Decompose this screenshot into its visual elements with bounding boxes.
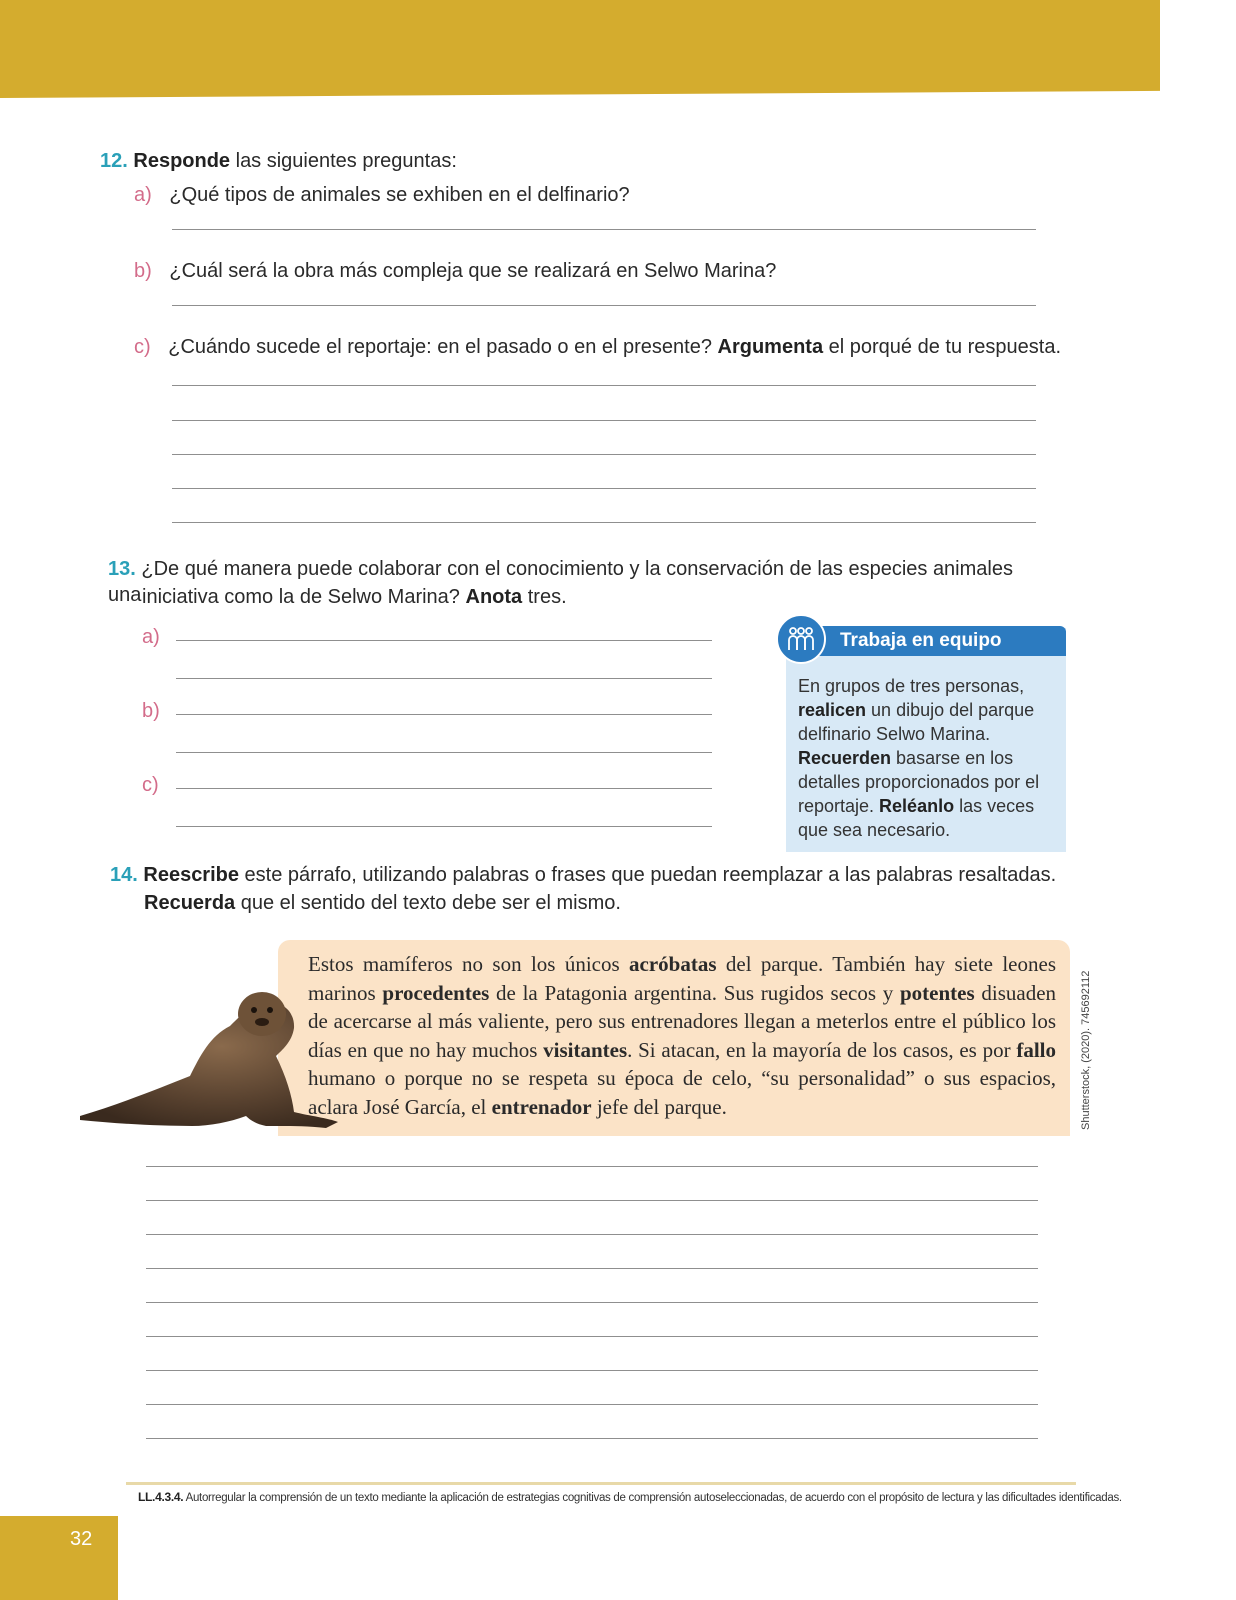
group-people-icon <box>776 614 826 664</box>
answer-line[interactable] <box>172 522 1036 523</box>
team-verb: Recuerden <box>798 748 892 768</box>
item-label-c: c) <box>142 774 159 796</box>
item-label: c) <box>134 336 151 358</box>
question-text-line2-post: tres. <box>522 586 567 608</box>
question-verb: Reescribe <box>143 864 239 886</box>
answer-line[interactable] <box>172 454 1036 455</box>
paragraph-part: disuaden de acercarse al más valiente, pero sus entrenadores llegan a meterlos entre el público los días en que no hay muchos <box>308 980 1057 1062</box>
answer-line[interactable] <box>176 788 712 789</box>
item-label: a) <box>134 184 152 206</box>
highlighted-word: fallo <box>1016 1037 1056 1062</box>
answer-line[interactable] <box>176 752 712 753</box>
item-label: b) <box>134 260 152 282</box>
sea-lion-image <box>80 976 340 1146</box>
highlighted-word: acróbatas <box>629 952 717 976</box>
curriculum-text: Autorregular la comprensión de un texto mediante la aplicación de estrategias cognitivas de comprensión autoseleccionadas, de acuerdo con el propósito de lectura y las dificultades identificadas. <box>183 1492 1122 1504</box>
answer-line[interactable] <box>146 1438 1038 1439</box>
answer-line[interactable] <box>146 1268 1038 1269</box>
answer-line[interactable] <box>146 1336 1038 1337</box>
item-text-post: el porqué de tu respuesta. <box>823 336 1062 358</box>
item-text: ¿Cuál será la obra más compleja que se realizará en Selwo Marina? <box>169 260 777 282</box>
paragraph-part: . Si atacan, en la mayoría de los casos, es por <box>627 1037 1017 1062</box>
question-12a <box>134 182 630 208</box>
paragraph-part: de la Patagonia argentina. Sus rugidos secos y <box>489 980 900 1005</box>
question-text-line1: ¿De qué manera puede colaborar con el conocimiento y la conservación de las especies animales una <box>108 558 1013 606</box>
curriculum-footer <box>138 1490 1122 1504</box>
curriculum-code: LL.4.3.4. <box>138 1490 184 1504</box>
highlighted-word: visitantes <box>543 1037 628 1062</box>
answer-line[interactable] <box>176 678 712 679</box>
team-work-title: Trabaja en equipo <box>840 630 1002 651</box>
item-label-b: b) <box>142 700 160 722</box>
question-number: 14. <box>110 864 138 886</box>
paragraph-part: humano o porque no se respeta su época de celo, “su personalidad” o sus espacios, aclara José García, el <box>308 1066 1056 1119</box>
image-credit: Shutterstock, (2020). 745692112 <box>1080 970 1092 1130</box>
team-verb: Reléanlo <box>879 796 955 816</box>
question-text-line2-pre: iniciativa como la de Selwo Marina? <box>142 586 466 608</box>
item-verb: Argumenta <box>717 336 824 358</box>
answer-line[interactable] <box>176 714 712 715</box>
question-verb: Recuerda <box>144 892 236 914</box>
answer-line[interactable] <box>146 1302 1038 1303</box>
team-text-part: basarse en los detalles proporcionados por el reportaje. <box>798 748 1040 816</box>
answer-line[interactable] <box>146 1200 1038 1201</box>
highlighted-word: potentes <box>899 980 975 1005</box>
page-number-tab <box>0 1516 118 1600</box>
question-12-title <box>100 148 457 174</box>
paragraph-text <box>308 950 1056 1121</box>
paragraph-part: Estos mamíferos no son los únicos <box>308 952 630 976</box>
paragraph-part: del parque. También hay siete leones marinos <box>308 952 1056 1005</box>
answer-line[interactable] <box>146 1166 1038 1167</box>
question-14-line2 <box>144 890 621 916</box>
question-number: 13. <box>108 558 136 580</box>
team-work-text <box>798 674 1060 842</box>
answer-line[interactable] <box>176 826 712 827</box>
question-text: este párrafo, utilizando palabras o frases que puedan reemplazar a las palabras resaltadas. <box>239 864 1057 886</box>
highlighted-word: entrenador <box>491 1094 592 1119</box>
answer-line[interactable] <box>146 1234 1038 1235</box>
team-verb: realicen <box>798 700 867 720</box>
question-number: 12. <box>100 150 128 172</box>
question-verb: Anota <box>465 586 523 608</box>
answer-line[interactable] <box>172 229 1036 230</box>
answer-line[interactable] <box>146 1404 1038 1405</box>
question-text: las siguientes preguntas: <box>230 150 457 172</box>
answer-line[interactable] <box>172 420 1036 421</box>
question-13-line2 <box>142 584 567 610</box>
footer-rule <box>126 1482 1076 1485</box>
answer-line[interactable] <box>172 305 1036 306</box>
top-band-edge <box>1160 0 1236 98</box>
item-label-a: a) <box>142 626 160 648</box>
highlighted-word: procedentes <box>382 980 490 1005</box>
question-12c <box>134 334 1061 360</box>
question-verb: Responde <box>133 150 231 172</box>
answer-line[interactable] <box>176 640 712 641</box>
team-text-part: En grupos de tres personas, <box>798 676 1025 696</box>
question-14-title <box>110 862 1070 888</box>
team-text-part: las veces que sea necesario. <box>798 796 1035 840</box>
answer-line[interactable] <box>146 1370 1038 1371</box>
page-number: 32 <box>70 1528 93 1550</box>
item-text-pre: ¿Cuándo sucede el reportaje: en el pasado o en el presente? <box>168 336 718 358</box>
item-text: ¿Qué tipos de animales se exhiben en el delfinario? <box>169 184 630 206</box>
team-text-part: un dibujo del parque delfinario Selwo Marina. <box>798 700 1035 744</box>
answer-line[interactable] <box>172 385 1036 386</box>
paragraph-part: jefe del parque. <box>591 1094 727 1119</box>
top-color-band <box>0 0 1160 98</box>
answer-line[interactable] <box>172 488 1036 489</box>
question-text: que el sentido del texto debe ser el mismo. <box>235 892 621 914</box>
question-12b <box>134 258 776 284</box>
